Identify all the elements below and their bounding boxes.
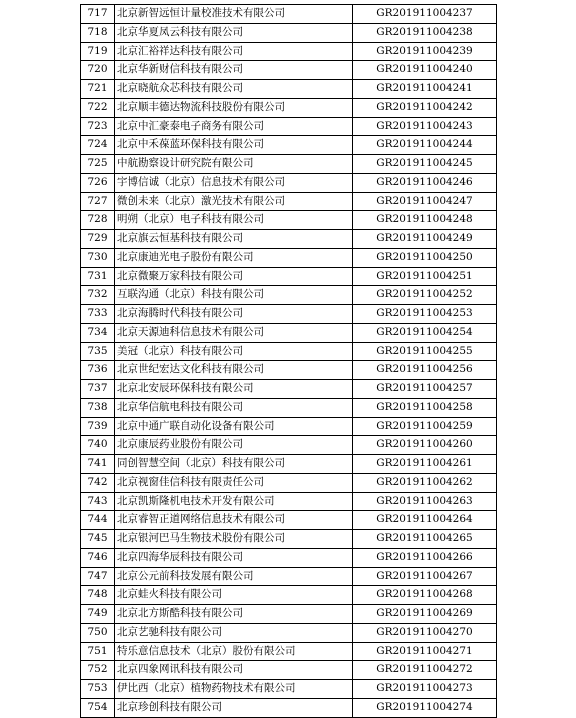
table-row: [81, 23, 497, 42]
row-number-cell: 750: [81, 623, 115, 642]
company-name-cell: 北京中通广联自动化设备有限公司: [115, 417, 353, 436]
certificate-number-cell: GR201911004249: [353, 230, 497, 249]
table-row: [81, 698, 497, 717]
table-row: [81, 548, 497, 567]
company-name-cell: 北京四海华辰科技有限公司: [115, 548, 353, 567]
row-number-cell: 753: [81, 680, 115, 699]
company-name-cell: 北京视窗佳信科技有限责任公司: [115, 473, 353, 492]
table-row: [81, 680, 497, 699]
certificate-number-cell: GR201911004274: [353, 698, 497, 717]
table-row: [81, 323, 497, 342]
company-name-cell: 北京蛙火科技有限公司: [115, 586, 353, 605]
certificate-number-cell: GR201911004247: [353, 192, 497, 211]
table-row: [81, 211, 497, 230]
row-number-cell: 743: [81, 492, 115, 511]
row-number-cell: 726: [81, 173, 115, 192]
certificate-number-cell: GR201911004264: [353, 511, 497, 530]
table-row: [81, 267, 497, 286]
company-name-cell: 北京北方斯酷科技有限公司: [115, 605, 353, 624]
certificate-number-cell: GR201911004240: [353, 61, 497, 80]
row-number-cell: 744: [81, 511, 115, 530]
certificate-number-cell: GR201911004258: [353, 398, 497, 417]
certificate-number-cell: GR201911004257: [353, 380, 497, 399]
certificate-number-cell: GR201911004255: [353, 342, 497, 361]
row-number-cell: 752: [81, 661, 115, 680]
table-row: [81, 530, 497, 549]
company-name-cell: 北京康迪光电子股份有限公司: [115, 248, 353, 267]
company-name-cell: 北京海腾时代科技有限公司: [115, 305, 353, 324]
row-number-cell: 748: [81, 586, 115, 605]
table-row: [81, 567, 497, 586]
company-name-cell: 互联沟通（北京）科技有限公司: [115, 286, 353, 305]
company-name-cell: 北京中汇豪泰电子商务有限公司: [115, 117, 353, 136]
row-number-cell: 722: [81, 98, 115, 117]
table-row: [81, 136, 497, 155]
company-name-cell: 北京晓航众芯科技有限公司: [115, 80, 353, 99]
certificate-number-cell: GR201911004267: [353, 567, 497, 586]
table-row: [81, 586, 497, 605]
table-row: [81, 286, 497, 305]
table-row: [81, 511, 497, 530]
table-row: [81, 230, 497, 249]
table-row: [81, 380, 497, 399]
certificate-number-cell: GR201911004243: [353, 117, 497, 136]
table-row: [81, 192, 497, 211]
company-name-cell: 北京康辰药业股份有限公司: [115, 436, 353, 455]
company-name-cell: 北京公元前科技发展有限公司: [115, 567, 353, 586]
certificate-number-cell: GR201911004259: [353, 417, 497, 436]
company-name-cell: 北京四象网讯科技有限公司: [115, 661, 353, 680]
table-row: [81, 361, 497, 380]
certificate-number-cell: GR201911004262: [353, 473, 497, 492]
table-row: [81, 436, 497, 455]
row-number-cell: 718: [81, 23, 115, 42]
certificate-number-cell: GR201911004268: [353, 586, 497, 605]
row-number-cell: 740: [81, 436, 115, 455]
company-name-cell: 北京中禾葆蓝环保科技有限公司: [115, 136, 353, 155]
company-name-cell: 北京华信航电科技有限公司: [115, 398, 353, 417]
certificate-number-cell: GR201911004252: [353, 286, 497, 305]
company-name-cell: 北京北安辰环保科技有限公司: [115, 380, 353, 399]
table-row: [81, 417, 497, 436]
company-name-cell: 美冠（北京）科技有限公司: [115, 342, 353, 361]
table-body: [81, 5, 497, 718]
company-name-cell: 北京世纪宏达文化科技有限公司: [115, 361, 353, 380]
row-number-cell: 737: [81, 380, 115, 399]
row-number-cell: 742: [81, 473, 115, 492]
certificate-number-cell: GR201911004269: [353, 605, 497, 624]
certificate-number-cell: GR201911004250: [353, 248, 497, 267]
company-name-cell: 同创智慧空间（北京）科技有限公司: [115, 455, 353, 474]
row-number-cell: 747: [81, 567, 115, 586]
company-name-cell: 北京睿智正道网络信息技术有限公司: [115, 511, 353, 530]
company-name-cell: 北京旗云恒基科技有限公司: [115, 230, 353, 249]
company-name-cell: 北京银河巴马生物技术股份有限公司: [115, 530, 353, 549]
company-name-cell: 伊比西（北京）植物药物技术有限公司: [115, 680, 353, 699]
company-name-cell: 微创未来（北京）激光技术有限公司: [115, 192, 353, 211]
row-number-cell: 735: [81, 342, 115, 361]
table-row: [81, 248, 497, 267]
certificate-number-cell: GR201911004256: [353, 361, 497, 380]
row-number-cell: 731: [81, 267, 115, 286]
table-row: [81, 155, 497, 174]
row-number-cell: 717: [81, 5, 115, 24]
certificate-number-cell: GR201911004246: [353, 173, 497, 192]
certificate-number-cell: GR201911004266: [353, 548, 497, 567]
company-name-cell: 中航勘察设计研究院有限公司: [115, 155, 353, 174]
certificate-number-cell: GR201911004248: [353, 211, 497, 230]
row-number-cell: 721: [81, 80, 115, 99]
table-row: [81, 492, 497, 511]
certificate-number-cell: GR201911004254: [353, 323, 497, 342]
certificate-number-cell: GR201911004270: [353, 623, 497, 642]
row-number-cell: 732: [81, 286, 115, 305]
company-name-cell: 北京汇裕祥达科技有限公司: [115, 42, 353, 61]
row-number-cell: 723: [81, 117, 115, 136]
certificate-number-cell: GR201911004244: [353, 136, 497, 155]
row-number-cell: 746: [81, 548, 115, 567]
certificate-number-cell: GR201911004242: [353, 98, 497, 117]
certificate-number-cell: GR201911004260: [353, 436, 497, 455]
company-name-cell: 北京华夏凤云科技有限公司: [115, 23, 353, 42]
certificate-number-cell: GR201911004263: [353, 492, 497, 511]
certificate-number-cell: GR201911004272: [353, 661, 497, 680]
table-row: [81, 623, 497, 642]
table-row: [81, 473, 497, 492]
table-row: [81, 398, 497, 417]
row-number-cell: 751: [81, 642, 115, 661]
row-number-cell: 739: [81, 417, 115, 436]
row-number-cell: 729: [81, 230, 115, 249]
certificate-number-cell: GR201911004253: [353, 305, 497, 324]
table-row: [81, 342, 497, 361]
certificate-number-cell: GR201911004251: [353, 267, 497, 286]
table-row: [81, 61, 497, 80]
enterprise-list-table: [80, 4, 497, 718]
table-row: [81, 173, 497, 192]
row-number-cell: 728: [81, 211, 115, 230]
row-number-cell: 730: [81, 248, 115, 267]
company-name-cell: 特乐意信息技术（北京）股份有限公司: [115, 642, 353, 661]
certificate-number-cell: GR201911004239: [353, 42, 497, 61]
row-number-cell: 745: [81, 530, 115, 549]
company-name-cell: 北京华新财信科技有限公司: [115, 61, 353, 80]
company-name-cell: 明朔（北京）电子科技有限公司: [115, 211, 353, 230]
table-row: [81, 455, 497, 474]
company-name-cell: 北京微聚万家科技有限公司: [115, 267, 353, 286]
company-name-cell: 北京天源迪科信息技术有限公司: [115, 323, 353, 342]
row-number-cell: 733: [81, 305, 115, 324]
table-row: [81, 80, 497, 99]
table-row: [81, 305, 497, 324]
certificate-number-cell: GR201911004245: [353, 155, 497, 174]
company-name-cell: 北京艺驰科技有限公司: [115, 623, 353, 642]
company-name-cell: 宇博信诚（北京）信息技术有限公司: [115, 173, 353, 192]
table-row: [81, 117, 497, 136]
table-row: [81, 98, 497, 117]
row-number-cell: 754: [81, 698, 115, 717]
certificate-number-cell: GR201911004237: [353, 5, 497, 24]
table-row: [81, 5, 497, 24]
certificate-number-cell: GR201911004265: [353, 530, 497, 549]
row-number-cell: 736: [81, 361, 115, 380]
row-number-cell: 749: [81, 605, 115, 624]
row-number-cell: 734: [81, 323, 115, 342]
row-number-cell: 738: [81, 398, 115, 417]
certificate-number-cell: GR201911004238: [353, 23, 497, 42]
certificate-number-cell: GR201911004273: [353, 680, 497, 699]
row-number-cell: 727: [81, 192, 115, 211]
row-number-cell: 725: [81, 155, 115, 174]
table-row: [81, 661, 497, 680]
row-number-cell: 741: [81, 455, 115, 474]
company-name-cell: 北京珍创科技有限公司: [115, 698, 353, 717]
table-row: [81, 605, 497, 624]
table-row: [81, 642, 497, 661]
certificate-number-cell: GR201911004261: [353, 455, 497, 474]
company-name-cell: 北京新智远恒计量校准技术有限公司: [115, 5, 353, 24]
row-number-cell: 720: [81, 61, 115, 80]
certificate-number-cell: GR201911004271: [353, 642, 497, 661]
company-name-cell: 北京凯斯隆机电技术开发有限公司: [115, 492, 353, 511]
row-number-cell: 719: [81, 42, 115, 61]
table-row: [81, 42, 497, 61]
row-number-cell: 724: [81, 136, 115, 155]
certificate-number-cell: GR201911004241: [353, 80, 497, 99]
company-name-cell: 北京顺丰德达物流科技股份有限公司: [115, 98, 353, 117]
